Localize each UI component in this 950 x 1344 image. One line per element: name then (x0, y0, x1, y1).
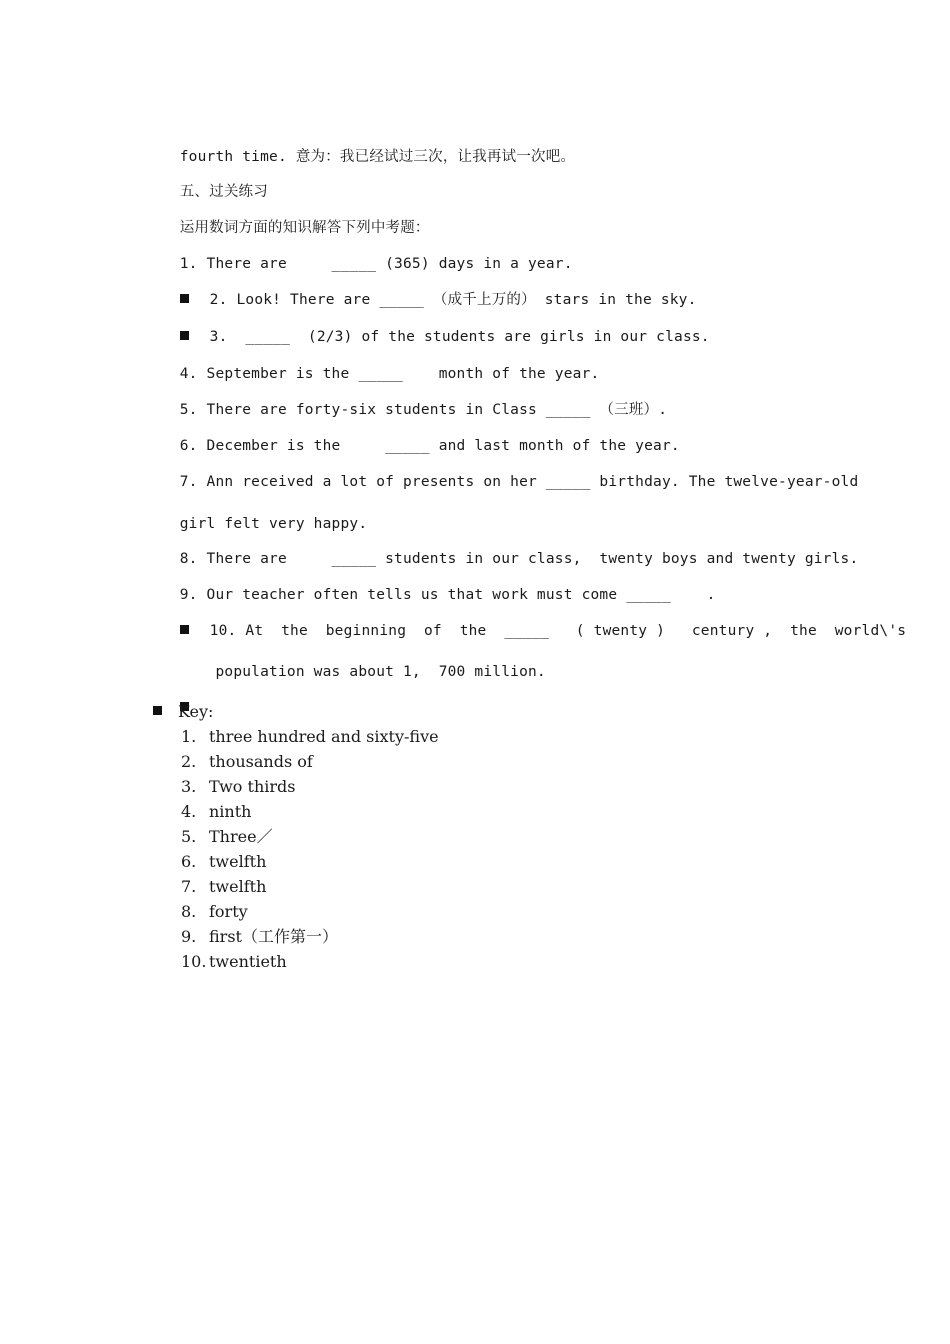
line-text: 6. December is the _____ and last month of the year. (179, 438, 680, 454)
line-text: 7. Ann received a lot of presents on her _____ birthday. The twelve-year-old (179, 474, 859, 490)
item-number: 3. (181, 777, 197, 796)
item-number: 8. (181, 902, 197, 921)
item-number: 2. (181, 752, 197, 771)
line-text: fourth time. 意为：我已经试过三次，让我再试一次吧。 (179, 149, 576, 165)
item-answer: three hundred and sixty-five (209, 727, 439, 746)
item-answer: first（工作第一） (209, 927, 338, 946)
line-text: population was about 1, 700 million. (179, 664, 546, 680)
question-10-continued (144, 642, 546, 702)
line-text: 5. There are forty-six students in Class _____ （三班）. (179, 402, 668, 418)
list-item (181, 949, 439, 974)
line-text: 9. Our teacher often tells us that work must come _____ . (179, 587, 716, 603)
item-number: 10. (181, 952, 207, 971)
item-number: 4. (181, 802, 197, 821)
list-item (181, 824, 439, 849)
line-text: 8. There are _____ students in our class, twenty boys and twenty girls. (179, 551, 859, 567)
line-text: girl felt very happy. (179, 516, 368, 532)
item-answer: twelfth (209, 877, 267, 896)
list-item (181, 924, 439, 949)
item-answer: twelfth (209, 852, 267, 871)
item-number: 9. (181, 927, 197, 946)
item-number: 5. (181, 827, 197, 846)
item-answer: thousands of (209, 752, 313, 771)
list-item (181, 874, 439, 899)
square-bullet-icon (180, 294, 189, 303)
square-bullet-icon (180, 331, 189, 340)
answer-key-list (153, 724, 439, 974)
item-answer: Three／ (209, 827, 273, 846)
line-text: 运用数词方面的知识解答下列中考题： (179, 220, 430, 236)
item-number: 6. (181, 852, 197, 871)
item-number: 1. (181, 727, 197, 746)
answer-key-title (153, 700, 439, 724)
list-item (181, 724, 439, 749)
list-item (181, 899, 439, 924)
item-answer: forty (209, 902, 248, 921)
list-item (181, 749, 439, 774)
square-bullet-icon (180, 625, 189, 634)
line-text: 2. Look! There are _____ （成千上万的） stars in the sky. (200, 292, 697, 308)
item-answer: Two thirds (209, 777, 296, 796)
item-answer: twentieth (209, 952, 287, 971)
list-item (181, 849, 439, 874)
list-item (181, 774, 439, 799)
line-text: 五、过关练习 (179, 184, 268, 200)
line-text: 3. _____ (2/3) of the students are girls in our class. (200, 329, 710, 345)
square-bullet-icon (153, 706, 162, 715)
item-answer: ninth (209, 802, 252, 821)
line-text: 10. At the beginning of the _____ ( twenty ) century , the world\'s (200, 623, 907, 639)
item-number: 7. (181, 877, 197, 896)
line-text: 1. There are _____ (365) days in a year. (179, 256, 573, 272)
answer-key (153, 700, 439, 974)
key-title-text: Key: (178, 702, 214, 721)
line-text: 4. September is the _____ month of the year. (179, 366, 600, 382)
list-item (181, 799, 439, 824)
